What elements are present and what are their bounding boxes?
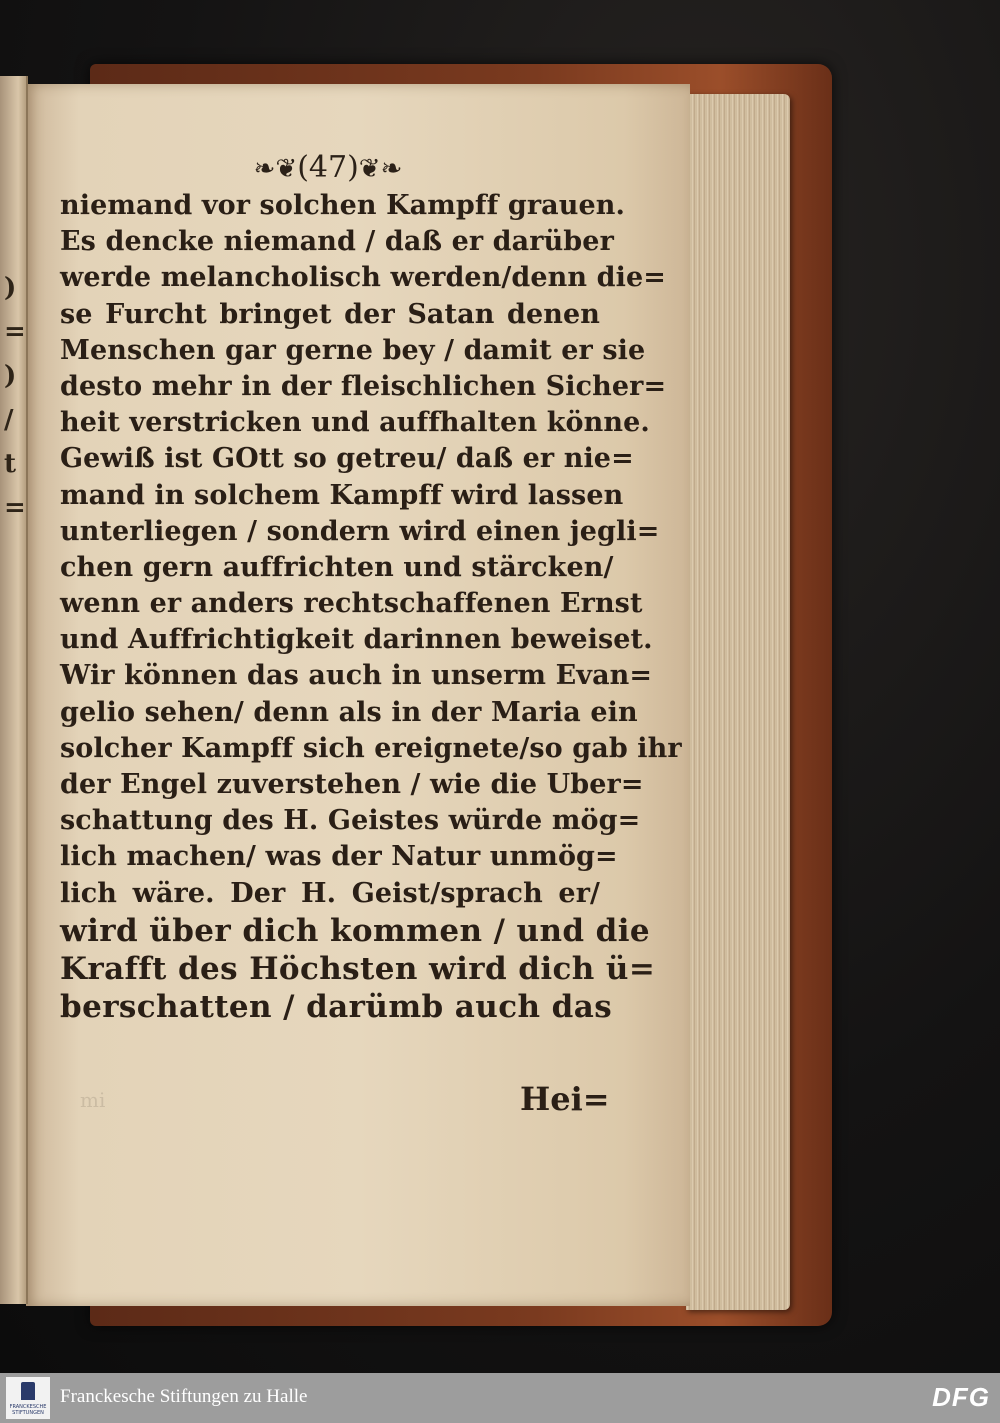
text-line: schattung des H. Geistes würde mög= <box>60 805 641 837</box>
text-line: solcher Kampff sich ereignete/so gab ihr <box>60 732 682 764</box>
dfg-logo[interactable]: DFG <box>932 1382 990 1412</box>
page-number <box>228 150 428 185</box>
logo-label: FRANCKESCHE STIFTUNGEN <box>9 1404 47 1416</box>
text-line: unterliegen / sondern wird einen jegli= <box>60 515 660 547</box>
text-line: und Auffrichtigkeit darinnen beweiset. <box>60 624 653 656</box>
text-line: gelio sehen/ denn als in der Maria ein <box>60 696 638 728</box>
previous-page-text: ) = ) / t = <box>4 273 26 523</box>
text-line: der Engel zuverstehen / wie die Uber= <box>60 769 644 800</box>
text-line: Menschen gar gerne bey / damit er sie <box>60 334 646 366</box>
ornament-left: ❧❦ <box>253 154 298 184</box>
text-line: lich wäre. Der H. Geist/sprach er/ <box>60 877 600 909</box>
text-line: lich machen/ was der Natur unmög= <box>60 841 618 873</box>
text-line: wenn er anders rechtschaffenen Ernst <box>60 588 643 620</box>
institution-name[interactable]: Franckesche Stiftungen zu Halle <box>60 1386 308 1407</box>
building-icon <box>21 1382 35 1400</box>
text-line: heit verstricken und auffhalten könne. <box>60 407 650 439</box>
text-line: werde melancholisch werden/denn die= <box>60 262 666 294</box>
text-line: se Furcht bringet der Satan denen <box>60 298 600 330</box>
catchword: Hei= <box>520 1080 610 1118</box>
text-line-emphasis: Krafft des Höchsten wird dich ü= <box>60 950 656 987</box>
text-line: Gewiß ist GOtt so getreu/ daß er nie= <box>60 443 634 475</box>
bleed-through-mark: mi <box>80 1088 106 1112</box>
ornament-right: ❦❧ <box>358 154 403 184</box>
text-line-emphasis: wird über dich kommen / und die <box>60 912 651 949</box>
text-line-emphasis: berschatten / darümb auch das <box>60 988 613 1025</box>
text-line: desto mehr in der fleischlichen Sicher= <box>60 370 667 402</box>
body-text <box>60 188 682 1026</box>
text-line: niemand vor solchen Kampff grauen. <box>60 190 625 221</box>
page-edges <box>686 94 790 1310</box>
text-line: Wir können das auch in unserm Evan= <box>60 660 653 692</box>
text-line: Es dencke niemand / daß er darüber <box>60 226 614 258</box>
footer-bar <box>0 1373 1000 1423</box>
previous-page-edge <box>0 76 28 1304</box>
text-line: mand in solchem Kampff wird lassen <box>60 479 624 511</box>
text-line: chen gern auffrichten und stärcken/ <box>60 551 614 583</box>
institution-logo[interactable] <box>6 1377 50 1419</box>
page-number-value: (47) <box>297 150 359 185</box>
